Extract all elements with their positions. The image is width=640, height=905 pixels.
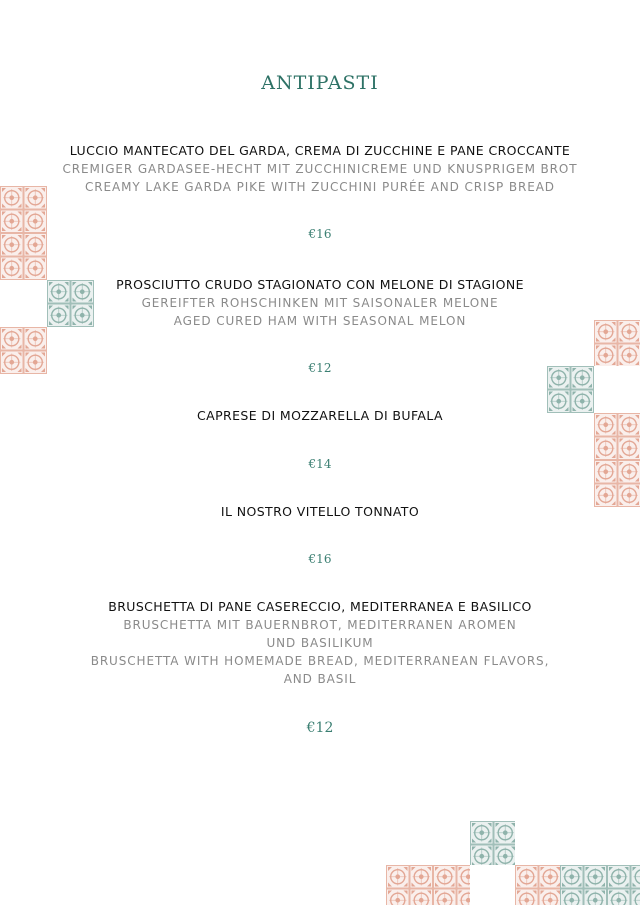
decorative-tile-pink [0,186,47,280]
dish-description-german: CREMIGER GARDASEE-HECHT MIT ZUCCHINICREME UND KNUSPRIGEM BROT [62,162,578,176]
dish-price: €12 [306,720,334,736]
decorative-tile-teal [470,821,515,865]
dish-name-italian: IL NOSTRO VITELLO TONNATO [220,504,420,519]
dish-price: €16 [308,227,332,241]
menu-item-prosciutto [0,276,640,330]
decorative-tile-pink [594,413,640,507]
decorative-tile-pink [0,327,47,374]
dish-description-english-line-2: AND BASIL [283,672,357,686]
decorative-tile-teal [47,280,94,327]
dish-description-german-line-1: BRUSCHETTA MIT BAUERNBROT, MEDITERRANEN AROMEN [123,618,517,632]
dish-description-english: AGED CURED HAM WITH SEASONAL MELON [173,314,467,328]
dish-price: €14 [308,457,332,471]
dish-name-italian: CAPRESE DI MOZZARELLA DI BUFALA [197,408,443,423]
menu-item-bruschetta [0,598,640,688]
dish-description-german: GEREIFTER ROHSCHINKEN MIT SAISONALER MELONE [141,296,499,310]
dish-name-italian: LUCCIO MANTECATO DEL GARDA, CREMA DI ZUCCHINE E PANE CROCCANTE [69,143,571,158]
section-title: ANTIPASTI [261,72,379,94]
decorative-tile-pink [386,865,470,905]
dish-price: €16 [308,552,332,566]
dish-name-italian: BRUSCHETTA DI PANE CASERECCIO, MEDITERRANEA E BASILICO [108,599,532,614]
dish-name-italian: PROSCIUTTO CRUDO STAGIONATO CON MELONE DI STAGIONE [116,277,524,292]
decorative-tile-teal [560,865,640,905]
menu-item-luccio [0,142,640,196]
dish-description-english-line-1: BRUSCHETTA WITH HOMEMADE BREAD, MEDITERRANEAN FLAVORS, [90,654,550,668]
decorative-tile-pink [515,865,560,905]
dish-description-german-line-2: UND BASILIKUM [266,636,374,650]
dish-price: €12 [308,361,332,375]
decorative-tile-teal [547,366,594,413]
dish-description-english: CREAMY LAKE GARDA PIKE WITH ZUCCHINI PURÉE AND CRISP BREAD [85,180,555,194]
decorative-tile-pink [594,320,640,366]
menu-item-vitello-tonnato [0,503,640,521]
menu-item-caprese [0,407,640,425]
